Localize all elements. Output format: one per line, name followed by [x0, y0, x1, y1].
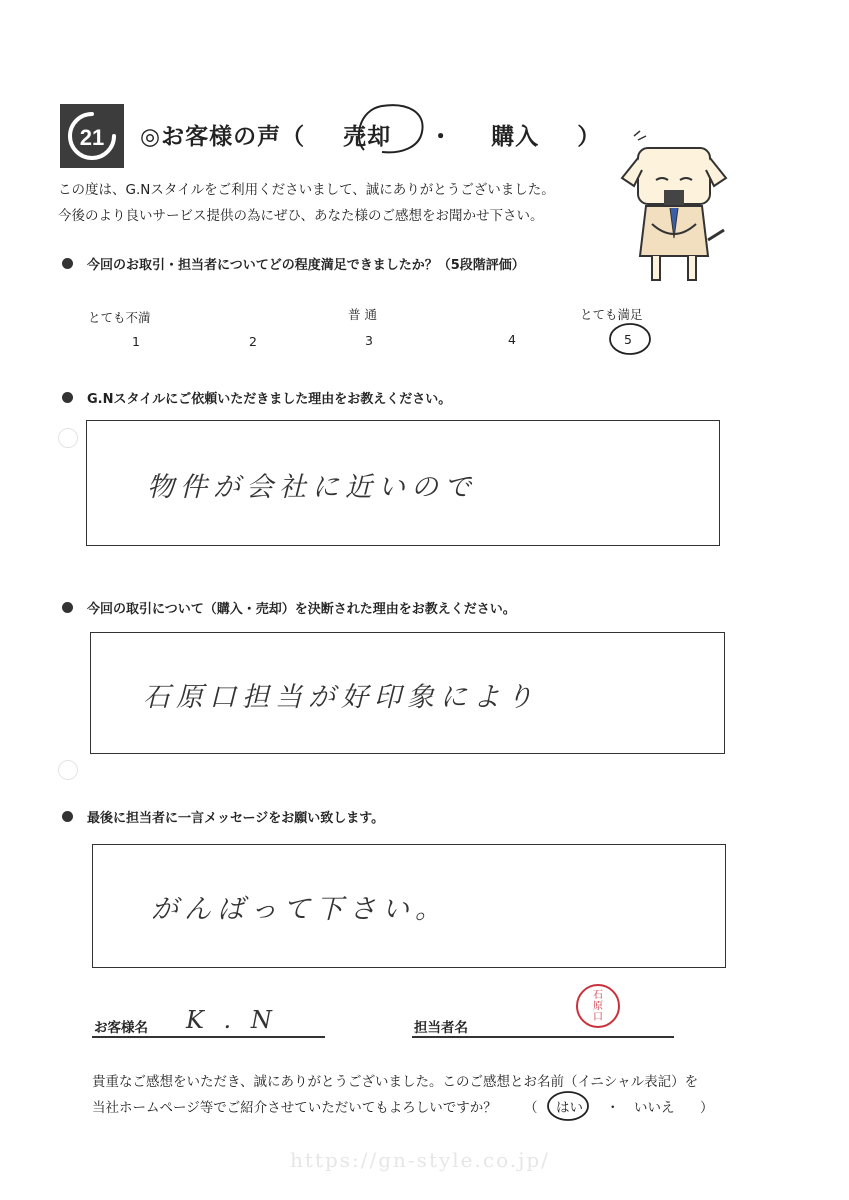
staff-name-label: 担当者名: [414, 1020, 468, 1036]
company-logo: [60, 104, 124, 168]
answer-box-4[interactable]: [92, 844, 726, 968]
answer-box-2[interactable]: [86, 420, 720, 546]
consent-yes-circle: [543, 1088, 593, 1124]
customer-name-value[interactable]: K . N: [186, 1006, 278, 1034]
consent-line-2: 当社ホームページ等でご紹介させていただいてもよろしいですか？: [92, 1100, 497, 1116]
consent-paren-open: （: [524, 1100, 538, 1116]
answer-box-3[interactable]: [90, 632, 725, 754]
question-1: [62, 254, 525, 273]
punch-hole: [58, 428, 78, 448]
staff-name-underline: [412, 1036, 674, 1038]
answer-3-text: 石原口担当が好印象により: [143, 682, 539, 713]
question-1-text: 今回のお取引・担当者についてどの程度満足できましたか？（5段階評価）: [87, 258, 525, 273]
title-suffix: ）: [577, 124, 602, 150]
answer-2-text: 物件が会社に近いので: [147, 472, 477, 503]
punch-hole: [58, 760, 78, 780]
question-3: [62, 598, 516, 617]
customer-name-underline: [92, 1036, 325, 1038]
bullet-icon: [62, 392, 73, 403]
consent-paren-close: ）: [700, 1100, 714, 1116]
logo-mark-icon: [64, 108, 120, 164]
svg-text:21: 21: [79, 125, 105, 150]
question-4-text: 最後に担当者に一言メッセージをお願い致します。: [87, 811, 385, 826]
rating-label-mid: 普 通: [348, 307, 377, 322]
answer-4-text: がんばって下さい。: [151, 894, 448, 925]
rating-selected-circle: [604, 318, 656, 358]
intro-line-1: この度は、G.Nスタイルをご利用くださいまして、誠にありがとうございました。: [58, 182, 555, 198]
rating-option-1[interactable]: 1: [132, 334, 140, 349]
rating-option-2[interactable]: 2: [249, 334, 257, 349]
bullet-icon: [62, 258, 73, 269]
sell-selected-circle: [352, 100, 432, 160]
bullet-icon: [62, 602, 73, 613]
option-buy: 購入: [491, 124, 540, 150]
consent-yes-option[interactable]: はい: [556, 1100, 583, 1116]
option-sell: 売却: [343, 124, 392, 150]
bullet-icon: [62, 811, 73, 822]
watermark-url: https://gn-style.co.jp/: [290, 1148, 550, 1172]
question-2-text: G.Nスタイルにご依頼いただきました理由をお教えください。: [87, 392, 452, 407]
question-4: [62, 807, 384, 826]
question-2: [62, 388, 451, 407]
rating-label-high: とても満足: [580, 307, 643, 322]
intro-line-2: 今後のより良いサービス提供の為にぜひ、あなた様のご感想をお聞かせ下さい。: [58, 208, 544, 224]
customer-name-label: お客様名: [94, 1020, 148, 1036]
rating-option-5[interactable]: 5: [624, 332, 632, 347]
rating-label-low: とても不満: [88, 310, 151, 325]
question-3-text: 今回の取引について（購入・売却）を決断された理由をお教えください。: [87, 602, 516, 617]
rating-option-4[interactable]: 4: [508, 332, 516, 347]
consent-dot: ・: [606, 1100, 620, 1116]
option-separator: ・: [429, 124, 454, 150]
rating-option-3[interactable]: 3: [365, 333, 373, 348]
consent-no-option[interactable]: いいえ: [634, 1100, 675, 1116]
dog-mascot-illustration: [612, 128, 732, 288]
title-prefix: ◎お客様の声（: [140, 124, 306, 150]
consent-line-1: 貴重なご感想をいただき、誠にありがとうございました。このご感想とお名前（イニシャル表記）を: [92, 1074, 699, 1090]
staff-seal-stamp: 石 原 口: [576, 984, 620, 1028]
